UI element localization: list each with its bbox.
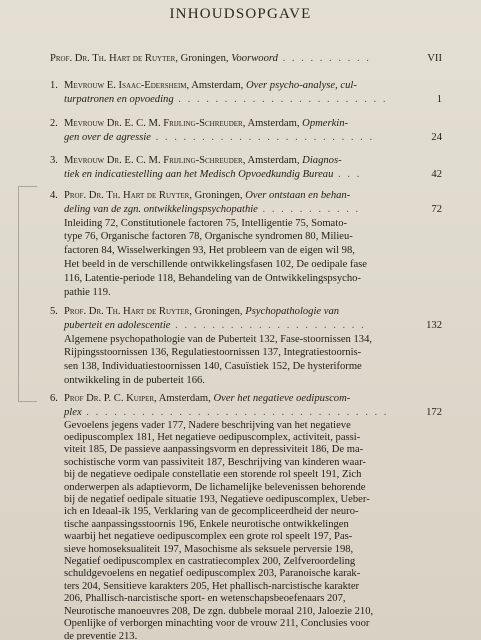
title-cont: gen over de agressie: [64, 131, 151, 143]
subsection-line: Algemene psychopathologie van de Puberteit 132, Fase-stoornissen 134,: [64, 333, 373, 345]
subsection-line: schuldgevoelens en negatief oedipuscomplex 203, Paranoische karak-: [64, 568, 361, 580]
title: Voorwoord: [231, 53, 278, 64]
subsection-line: ich en Ideaal-ik 195, Verklaring van de gecompliceerdheid der neuro-: [64, 506, 359, 518]
leader-dots: . . . . . . . . . . . . . . . . . . . . . . .: [173, 93, 388, 105]
leader-dots: . . . . . . . . . .: [277, 53, 371, 64]
title-cont: puberteit en adolescentie: [64, 319, 171, 331]
place: , Groningen,: [175, 53, 232, 64]
toc-entry-1: [50, 79, 442, 107]
entry-number: 2.: [50, 118, 58, 129]
subsection-line: Het beeld in de verschillende ontwikkelingsfasen 102, De oedipale fase: [64, 258, 367, 270]
author: Prof. Dr. Th. Hart de Ruyter: [50, 53, 176, 64]
subsection-line: bij de negatief oedipale situatie 193, Negatieve oedipuscomplex, Ueber-: [64, 494, 370, 506]
place: , Amsterdam,: [186, 80, 246, 91]
place: , Amsterdam,: [154, 393, 214, 404]
subsection-line: bij de negatieve oedipale constellatie een storende rol speelt 191, Zich: [64, 469, 362, 481]
page-number: 24: [431, 131, 442, 143]
author: Prof. Dr. Th. Hart de Ruyter: [64, 306, 190, 317]
entry-number: 1.: [50, 80, 58, 91]
page-number: 132: [426, 319, 442, 331]
subsection-line: 206, Phallisch-narcistische sport- en wetenschapsbeoefenaars 207,: [64, 593, 346, 605]
subsection-line: Gevoelens jegens vader 177, Nadere beschrijving van het negatieve: [64, 419, 351, 431]
page-number: 72: [431, 203, 442, 215]
title: Opmerkin-: [302, 118, 349, 129]
subsection-line: de preventie 213.: [64, 630, 138, 640]
title-cont: deling van de zgn. ontwikkelingspsychopathie: [64, 203, 258, 215]
entry-number: 5.: [50, 306, 58, 317]
toc-entry-2: [50, 117, 442, 145]
subsection-line: 116, Latentie-periode 118, Behandeling van de Ontwikkelingspsycho-: [64, 272, 361, 284]
title: Over ontstaan en behan-: [245, 190, 351, 201]
subsection-line: pathie 119.: [64, 286, 111, 298]
leader-dots: . . . . . . . . . . . . . . . . . . . . . . . . . . . . . . . . .: [81, 406, 389, 418]
title: Over het negatieve oedipuscom-: [213, 393, 351, 404]
toc-entry-3: [50, 154, 442, 182]
author: Mevrouw Dr. E. C. M. Frijling-Schreuder: [64, 155, 243, 166]
subsection-line: sochistische vorm van passiviteit 187, Beschrijving van kinderen waar-: [64, 456, 366, 468]
place: , Amsterdam,: [242, 118, 303, 129]
toc-entry-4: [50, 189, 442, 299]
subsection-line: ters 204, Sensitieve karakters 205, Het phallisch-narcistische karakter: [64, 580, 360, 592]
entry-number: 4.: [50, 190, 58, 201]
title: Diagnos-: [302, 155, 342, 166]
pencil-bracket-mark: [18, 186, 37, 402]
subsection-line: Inleiding 72, Constitutionele factoren 75, Intelligentie 75, Somato-: [64, 217, 348, 229]
leader-dots: . . . . . . . . . . .: [257, 203, 361, 215]
subsection-line: waarbij het negatieve oedipuscomplex een grote rol speelt 197, Pas-: [64, 531, 353, 543]
place: , Groningen,: [189, 306, 246, 317]
subsection-list: [64, 333, 434, 388]
subsection-line: Negatief oedipuscomplex en castratiecomplex 200, Zelfveroordeling: [64, 556, 356, 568]
page-number: 42: [431, 168, 442, 180]
title-cont: plex: [64, 406, 82, 418]
subsection-line: viteit 185, De passieve aanpassingsvorm en depressiviteit 186, De ma-: [64, 444, 364, 456]
subsection-line: onderwerpen als adaptievorm, De lichamelijke belevenissen behorende: [64, 481, 366, 493]
place: , Groningen,: [189, 190, 246, 201]
page-number: 1: [436, 93, 442, 105]
subsection-line: tische aanpassingsstoornis 196, Enkele neurotische ontwikkelingen: [64, 518, 349, 530]
subsection-line: sen 138, Individuatiestoornissen 140, Casuïstiek 152, De hysteriforme: [64, 361, 362, 373]
subsection-line: ontwikkeling in de puberteit 166.: [64, 374, 205, 386]
entry-number: 3.: [50, 155, 58, 166]
toc-entry-voorwoord: [50, 52, 442, 66]
subsection-line: factoren 84, Wisselwerkingen 93, Het probleem van de eigen wil 98,: [64, 245, 355, 257]
author: Mevrouw E. Isaac-Edersheim: [64, 80, 187, 91]
title: Psychopathologie van: [245, 306, 340, 317]
author: Prof. Dr. Th. Hart de Ruyter: [64, 190, 190, 201]
leader-dots: . . .: [333, 168, 362, 180]
toc-entry-5: [50, 305, 442, 388]
subsection-list: [64, 217, 434, 300]
page-number: VII: [427, 53, 442, 64]
title: Over psycho-analyse, cul-: [245, 80, 357, 91]
subsection-list: [64, 420, 434, 640]
entry-number: 6.: [50, 393, 58, 404]
subsection-line: Neurotische manoeuvres 208, De zgn. dubbele moraal 210, Jaloezie 210,: [64, 605, 374, 617]
subsection-line: type 76, Organische factoren 78, Organische syndromen 80, Milieu-: [64, 231, 353, 243]
author: Prof Dr. P. C. Kuiper: [64, 393, 155, 404]
leader-dots: . . . . . . . . . . . . . . . . . . . . . . . .: [150, 131, 375, 143]
leader-dots: . . . . . . . . . . . . . . . . . . . . .: [170, 319, 366, 331]
subsection-line: Rijpingsstoornissen 136, Regulatiestoornissen 137, Integratiestoornis-: [64, 347, 362, 359]
place: , Amsterdam,: [242, 155, 303, 166]
subsection-line: sieve homoseksualiteit 197, Masochisme als seksuele perversie 198,: [64, 543, 354, 555]
subsection-line: oedipuscomplex 181, Het negatieve oedipuscomplex, activiteit, passi-: [64, 432, 361, 443]
title-cont: tiek en indicatiestelling aan het Medisch Opvoedkundig Bureau: [64, 168, 334, 180]
subsection-line: Openlijke of verborgen minachting voor de vrouw 211, Conclusies voor: [64, 618, 370, 630]
toc-entry-6: [50, 392, 442, 640]
author: Mevrouw Dr. E. C. M. Frijling-Schreuder: [64, 118, 243, 129]
title-cont: turpatronen en opvoeding: [64, 93, 174, 105]
page-title: INHOUDSOPGAVE: [169, 6, 312, 22]
page-number: 172: [426, 406, 442, 418]
